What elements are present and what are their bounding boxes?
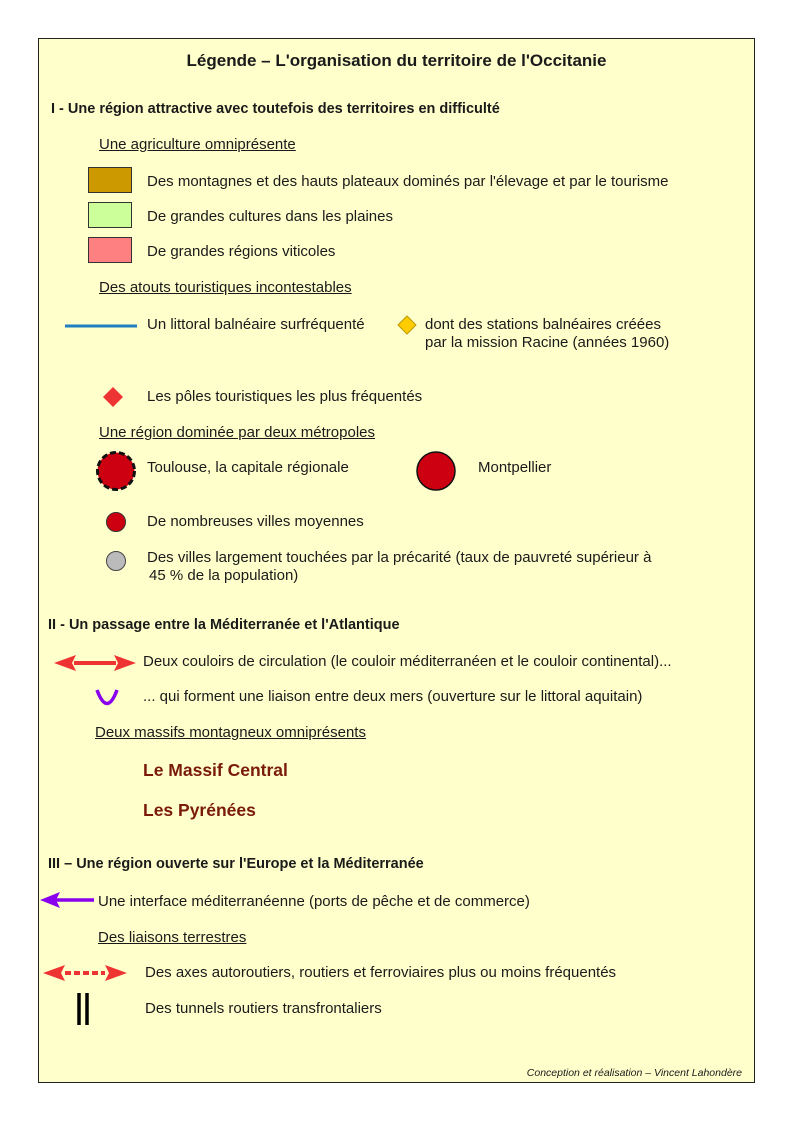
section-1-heading: I - Une région attractive avec toutefois des territoires en difficulté (51, 101, 500, 117)
legend-item-vineyards: De grandes régions viticoles (147, 243, 336, 260)
subheading-land-links: Des liaisons terrestres (98, 929, 247, 946)
small-grey-circle-icon (105, 550, 127, 572)
legend-item-precarity-line1: Des villes largement touchées par la précarité (taux de pauvreté supérieur à (147, 549, 652, 566)
legend-item-medium-cities: De nombreuses villes moyennes (147, 513, 364, 530)
yellow-diamond-icon (397, 315, 417, 335)
legend-item-montpellier: Montpellier (478, 459, 552, 476)
legend-item-precarity-line2: 45 % de la population) (149, 567, 299, 584)
legend-item-stations-line1: dont des stations balnéaires créées (425, 316, 661, 333)
section-2-heading: II - Un passage entre la Méditerranée et l'Atlantique (48, 617, 400, 633)
legend-item-littoral: Un littoral balnéaire surfréquenté (147, 316, 365, 333)
section-3-heading: III – Une région ouverte sur l'Europe et la Méditerranée (48, 856, 424, 872)
brown-square-swatch-icon (88, 167, 132, 193)
subheading-agriculture: Une agriculture omniprésente (99, 136, 296, 153)
massif-central-label: Le Massif Central (143, 760, 288, 780)
legend-item-tourist-poles: Les pôles touristiques les plus fréquentés (147, 388, 423, 405)
legend-item-tunnels: Des tunnels routiers transfrontaliers (145, 1000, 382, 1017)
legend-item-two-seas: ... qui forment une liaison entre deux mers (ouverture sur le littoral aquitain) (143, 688, 643, 705)
legend-item-crops: De grandes cultures dans les plaines (147, 208, 393, 225)
legend-title: Légende – L'organisation du territoire de l'Occitanie (186, 51, 607, 70)
pink-square-swatch-icon (88, 237, 132, 263)
subheading-massifs: Deux massifs montagneux omniprésents (95, 724, 366, 741)
double-arrow-icon (54, 654, 136, 672)
legend-item-corridors: Deux couloirs de circulation (le couloir méditerranéen et le couloir continental)... (143, 653, 672, 670)
purple-arrow-left-icon (40, 892, 94, 908)
legend-item-toulouse: Toulouse, la capitale régionale (147, 459, 349, 476)
red-diamond-icon (103, 387, 123, 407)
legend-item-stations-line2: par la mission Racine (années 1960) (425, 334, 670, 351)
legend-item-mountains: Des montagnes et des hauts plateaux dominés par l'élevage et par le tourisme (147, 173, 669, 190)
purple-curve-icon (95, 687, 119, 709)
legend-item-road-rail-axes: Des axes autoroutiers, routiers et ferroviaires plus ou moins fréquentés (145, 964, 617, 981)
green-square-swatch-icon (88, 202, 132, 228)
large-red-circle-dashed-icon (95, 450, 137, 492)
blue-line-icon (65, 323, 137, 329)
dashed-double-arrow-icon (43, 964, 127, 982)
pyrenees-label: Les Pyrénées (143, 800, 256, 820)
subheading-metropoles: Une région dominée par deux métropoles (99, 424, 375, 441)
legend-panel (38, 38, 755, 1083)
subheading-tourism: Des atouts touristiques incontestables (99, 279, 352, 296)
small-red-circle-icon (105, 511, 127, 533)
credit-text: Conception et réalisation – Vincent Lahondère (526, 1067, 742, 1079)
large-red-circle-icon (415, 450, 457, 492)
legend-item-mediterranean-interface: Une interface méditerranéenne (ports de pêche et de commerce) (98, 893, 530, 910)
tunnel-bars-icon (76, 993, 90, 1025)
